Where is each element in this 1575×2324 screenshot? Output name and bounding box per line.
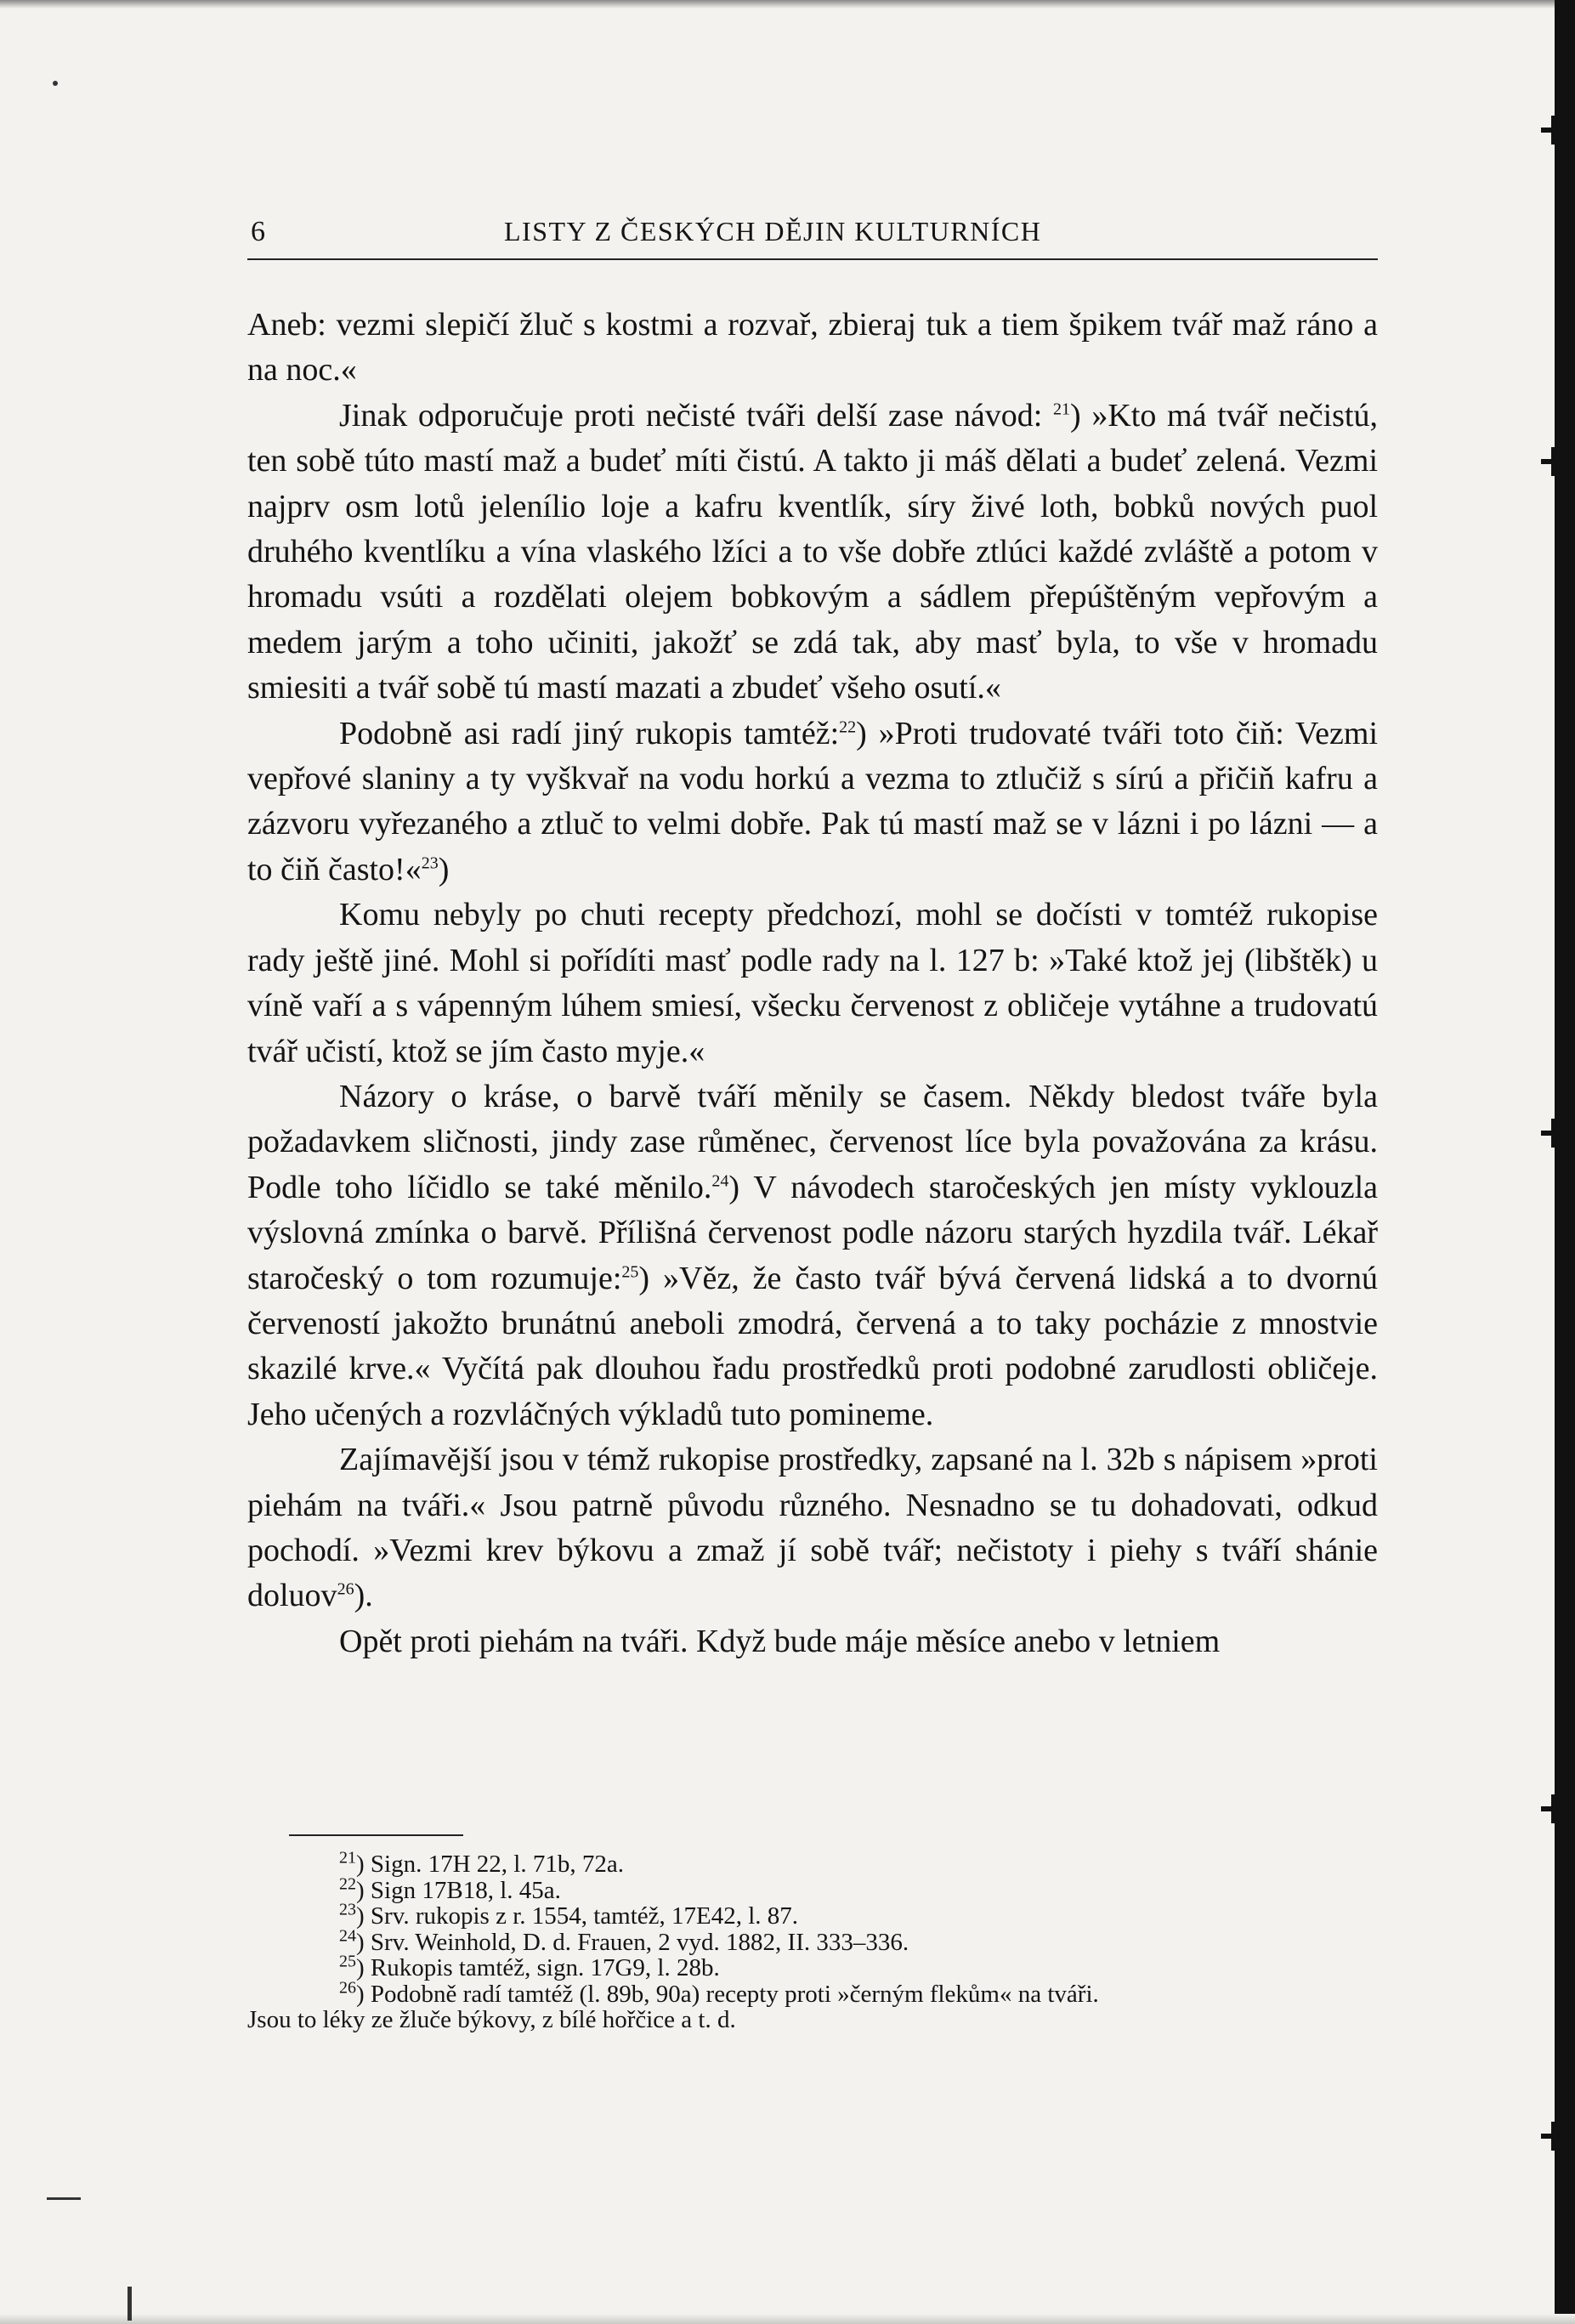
paragraph: Názory o kráse, o barvě tváří měnily se časem. Někdy bledost tváře byla požadavkem sličnosti, jindy zase růměnec, červenost líce byla považována za krásu. Podle toho líčidlo se také měnilo.$^{24}$) V návodech staročeských jen místy vyklouzla výslovná zmínka o barvě. Přílišná červenost podle názoru starých hyzdila tvář. Lékař staročeský o tom rozumuje:$^{25}$) »Věz, že často tvář bývá červená lidská a to dvornú červeností jakožto brunátnú aneboli zmodrá, červená a to taky pocházie z mnostvie skazilé krve.« Vyčítá pak dlouhou řadu prostředků proti podobné zarudlosti obličeje. Jeho učených a rozvláčných výkladů tuto pomineme. — [247, 1078, 1378, 1432]
scan-right-edge — [1555, 0, 1575, 2324]
footnote: $^{25}$) Rukopis tamtéž, sign. 17G9, l. 28b. — [339, 1952, 720, 1981]
footnote: $^{26}$) Podobně radí tamtéž (l. 89b, 90a) recepty proti »černým flekům« na tváři. — [339, 1977, 1099, 2008]
footnote-rule — [289, 1834, 463, 1836]
scan-top-edge — [0, 0, 1575, 9]
footnote-ref[interactable]: 21 — [1053, 400, 1071, 419]
paragraph: Opět proti piehám na tváři. Když bude máje měsíce anebo v letniem — [339, 1623, 1221, 1659]
page-header — [247, 211, 1378, 262]
scan-edge-mark — [1541, 1806, 1567, 1811]
footnote-ref[interactable]: 24 — [711, 1171, 729, 1191]
paragraph: Jinak odporučuje proti nečisté tváři delší zase návod: $^{21}$) »Kto má tvář nečistú, ten sobě túto mastí maž a budeť míti čistú. A takto ji máš dělati a budeť zelená. Vezmi najprv osm lotů jelenílio loje a kafru kventlík, síry živé loth, bobků nových puol druhého kventlíku a vína vlaského lžíci a to vše dobře ztlúci každé zvláště a potom v hromadu vsúti a rozdělati olejem bobkovým a sádlem přepúštěným vepřovým a medem jarým a toho učiniti, jakožť se zdá tak, aby masť byla, to vše v hromadu smiesiti a tvář sobě tú mastí mazati a zbudeť všeho osutí.« — [247, 397, 1378, 706]
main-text — [247, 303, 1378, 1664]
page-number: 6 — [251, 216, 265, 247]
footnote-ref[interactable]: 22 — [839, 717, 857, 736]
scan-edge-mark — [1541, 128, 1567, 133]
scan-edge-mark — [1541, 459, 1567, 464]
paragraph: Komu nebyly po chuti recepty předchozí, mohl se dočísti v tomtéž rukopise rady ještě jiné. Mohl si pořídíti masť podle rady na l. 127 b: »Také ktož jej (libštěk) u víně vaří a s vápenným lúhem smiesí, všecku červenost z obličeje vytáhne a trudovatú tvář učistí, ktož se jím často myje.« — [247, 897, 1378, 1069]
scan-bottom-edge — [0, 2314, 1575, 2324]
running-title: LISTY Z ČESKÝCH DĚJIN KULTURNÍCH — [504, 216, 1042, 247]
footnote: $^{24}$) Srv. Weinhold, D. d. Frauen, 2 vyd. 1882, II. 333–336. — [339, 1925, 909, 1956]
paragraph: Aneb: vezmi slepičí žluč s kostmi a rozvař, zbieraj tuk a tiem špikem tvář maž ráno a na noc.« — [247, 307, 1378, 388]
scan-speck — [53, 81, 58, 86]
footnote-continuation: Jsou to léky ze žluče býkovy, z bílé hořčice a t. d. — [247, 2006, 736, 2033]
footnotes — [247, 1848, 1378, 2033]
scan-speck — [127, 2287, 132, 2321]
paragraph: Zajímavější jsou v témž rukopise prostředky, zapsané na l. 32b s nápisem »proti piehám na tváři.« Jsou patrně původu různého. Nesnadno se tu dohadovati, odkud pochodí. »Vezmi krev býkovu a zmaž jí sobě tvář; nečistoty i piehy s tváří shánie doluov$^{26}$). — [247, 1442, 1378, 1614]
footnote: $^{22}$) Sign 17B18, l. 45a. — [339, 1873, 561, 1904]
paragraph: Podobně asi radí jiný rukopis tamtéž:$^{22}$) »Proti trudovaté tváři toto čiň: Vezmi vepřové slaniny a ty vyškvař na vodu horkú a vezma to ztlučiž s sírú a přičiň kafru a zázvoru vyřezaného a ztluč to velmi dobře. Pak tú mastí maž se v lázni i po lázni — a to čiň často!«$^{23}$) — [247, 715, 1379, 887]
scan-speck — [47, 2197, 81, 2200]
scan-edge-mark — [1541, 1131, 1567, 1136]
scan-edge-mark — [1541, 2134, 1567, 2139]
footnote: $^{23}$) Srv. rukopis z r. 1554, tamtéž, 17E42, l. 87. — [339, 1900, 799, 1930]
header-rule — [247, 258, 1378, 260]
footnote-ref[interactable]: 25 — [621, 1261, 639, 1281]
footnote: $^{21}$) Sign. 17H 22, l. 71b, 72a. — [339, 1848, 624, 1878]
footnote-ref[interactable]: 23 — [421, 853, 439, 873]
footnote-ref[interactable]: 26 — [337, 1579, 354, 1599]
